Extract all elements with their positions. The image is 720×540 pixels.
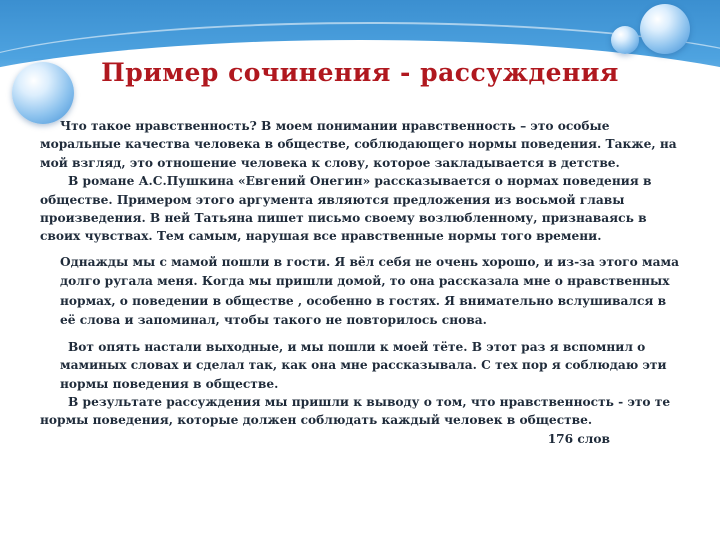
essay-paragraph: Что такое нравственность? В моем понимании нравственность – это особые моральные качества человека в обществе, соблюдающего нормы поведения. Также, на мой взгляд, это отношение человека к слову, которое закладывается в детстве. [40, 119, 677, 170]
essay-paragraph: Вот опять настали выходные, и мы пошли к моей тёте. В этот раз я вспомнил о маминых словах и сделал так, как она мне рассказывала. С тех пор я соблюдаю эти нормы поведения в обществе. [60, 339, 667, 391]
word-count: 176 слов [547, 431, 610, 446]
bubble-decoration-icon [640, 4, 690, 54]
essay-paragraph: В романе А.С.Пушкина «Евгений Онегин» рассказывается о нормах поведения в обществе. Примером этого аргумента являются предложения из восьмой главы произведения. В ней Татьяна пишет письмо своему возлюбленному, признаваясь в своих чувствах. Тем самым, нарушая все нравственные нормы того времени. [40, 174, 652, 244]
slide-title: Пример сочинения - рассуждения [101, 58, 619, 87]
essay-body [40, 117, 680, 448]
essay-paragraph: В результате рассуждения мы пришли к выводу о том, что нравственность - это те нормы поведения, которые должен соблюдать каждый человек в обществе. [40, 395, 671, 428]
essay-paragraph: Однажды мы с мамой пошли в гости. Я вёл себя не очень хорошо, и из-за этого мама долго ругала меня. Когда мы пришли домой, то она рассказала мне о нравственных нормах, о поведении в обществе , особенно в гостях. Я внимательно вслушивался в её слова и запоминал, чтобы такого не повторилось снова. [60, 254, 679, 328]
bubble-decoration-icon [611, 26, 639, 54]
